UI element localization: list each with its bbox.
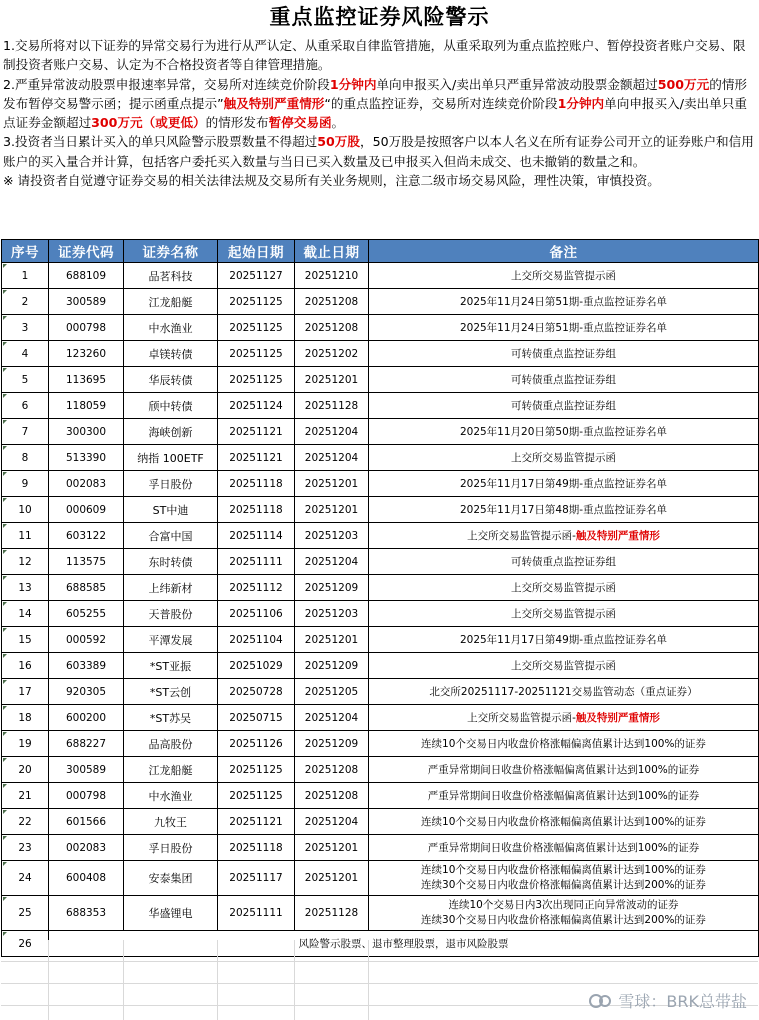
cell-name: 颀中转债: [124, 393, 218, 419]
cell-seq: 14: [2, 601, 49, 627]
remark-highlight: 触及特别严重情形: [575, 530, 660, 542]
cell-end-date: 20251201: [295, 861, 369, 896]
cell-remark: [369, 653, 759, 679]
remark-text: 2025年11月24日第51期-重点监控证券名单: [459, 322, 668, 334]
cell-remark: [369, 263, 759, 289]
cell-start-date: 20251127: [218, 263, 295, 289]
cell-seq: 25: [2, 896, 49, 931]
cell-name: 天普股份: [124, 601, 218, 627]
remark-text: 2025年11月17日第49期-重点监控证券名单: [459, 478, 668, 490]
cell-code: 123260: [49, 341, 124, 367]
cell-end-date: 20251205: [295, 679, 369, 705]
cell-remark: [369, 601, 759, 627]
cell-start-date: 20251111: [218, 896, 295, 931]
cell-remark: [369, 705, 759, 731]
cell-end-date: 20251201: [295, 835, 369, 861]
cell-name: 东时转债: [124, 549, 218, 575]
cell-end-date: 20251209: [295, 731, 369, 757]
cell-remark: [369, 549, 759, 575]
cell-name: 九牧王: [124, 809, 218, 835]
cell-end-date: 20251203: [295, 523, 369, 549]
cell-start-date: 20251121: [218, 445, 295, 471]
cell-code: 601566: [49, 809, 124, 835]
cell-code: 688585: [49, 575, 124, 601]
cell-name: 华盛锂电: [124, 896, 218, 931]
cell-code: 300300: [49, 419, 124, 445]
remark-text: 上交所交易监管提示函-: [467, 530, 576, 542]
cell-end-date: 20251208: [295, 289, 369, 315]
cell-remark: [369, 809, 759, 835]
table-row: [2, 835, 759, 861]
cell-seq: 10: [2, 497, 49, 523]
table-row: [2, 679, 759, 705]
header-seq: 序号: [2, 240, 49, 263]
cell-end-date: 20251201: [295, 471, 369, 497]
cell-end-date: 20251208: [295, 783, 369, 809]
cell-start-date: 20251125: [218, 289, 295, 315]
cell-end-date: 20251202: [295, 341, 369, 367]
table-row: [2, 471, 759, 497]
cell-code: 688227: [49, 731, 124, 757]
remark-text: 上交所交易监管提示函: [511, 452, 616, 464]
cell-start-date: 20251126: [218, 731, 295, 757]
remark-text: 连续10个交易日内收盘价格涨幅偏离值累计达到100%的证券: [421, 864, 706, 876]
remark-text: 2025年11月17日第49期-重点监控证券名单: [459, 634, 668, 646]
header-end-date: 截止日期: [295, 240, 369, 263]
note-paragraph-4: ※ 请投资者自觉遵守证券交易的相关法律法规及交易所有关业务规则，注意二级市场交易风险，理性决策，审慎投资。: [3, 173, 660, 189]
cell-seq: 23: [2, 835, 49, 861]
cell-seq: 15: [2, 627, 49, 653]
cell-seq: 16: [2, 653, 49, 679]
cell-remark: [369, 896, 759, 931]
cell-seq: 20: [2, 757, 49, 783]
cell-start-date: 20251121: [218, 419, 295, 445]
cell-seq: 3: [2, 315, 49, 341]
cell-code: 603122: [49, 523, 124, 549]
remark-text: 连续10个交易日内收盘价格涨幅偏离值累计达到100%的证券: [421, 738, 706, 750]
remark-text-line2: 连续30个交易日内收盘价格涨幅偏离值累计达到200%的证券: [421, 914, 706, 926]
cell-start-date: 20251124: [218, 393, 295, 419]
remark-text: 2025年11月24日第51期-重点监控证券名单: [459, 296, 668, 308]
remark-text: 可转债重点监控证券组: [511, 348, 616, 360]
header-start-date: 起始日期: [218, 240, 295, 263]
cell-seq: 5: [2, 367, 49, 393]
cell-name: *ST云创: [124, 679, 218, 705]
cell-name: 江龙船艇: [124, 289, 218, 315]
cell-end-date: 20251128: [295, 896, 369, 931]
note-paragraph-1: 1.交易所将对以下证券的异常交易行为进行从严认定、从重采取自律监管措施，从重采取列为重点监控账户、暂停投资者账户交易、限制投资者账户交易、认定为不合格投资者等自律管理措施。: [3, 38, 746, 73]
cell-remark: [369, 497, 759, 523]
cell-start-date: 20251118: [218, 835, 295, 861]
cell-name: 江龙船艇: [124, 757, 218, 783]
cell-end-date: 20251203: [295, 601, 369, 627]
cell-code: 118059: [49, 393, 124, 419]
table-row: [2, 367, 759, 393]
cell-end-date: 20251204: [295, 445, 369, 471]
table-row: [2, 783, 759, 809]
cell-name: 中水渔业: [124, 783, 218, 809]
header-remark: 备注: [369, 240, 759, 263]
table-row: [2, 705, 759, 731]
table-row: [2, 653, 759, 679]
remark-text: 上交所交易监管提示函: [511, 582, 616, 594]
cell-seq: 26: [2, 931, 49, 957]
remark-text: 上交所交易监管提示函: [511, 270, 616, 282]
cell-seq: 22: [2, 809, 49, 835]
cell-end-date: 20251128: [295, 393, 369, 419]
cell-seq: 9: [2, 471, 49, 497]
cell-code: 000609: [49, 497, 124, 523]
cell-remark: [369, 575, 759, 601]
cell-remark: [369, 289, 759, 315]
cell-seq: 24: [2, 861, 49, 896]
remark-text: 北交所20251117-20251121交易监管动态（重点证券）: [429, 686, 698, 698]
cell-code: 300589: [49, 757, 124, 783]
remark-text: 可转债重点监控证券组: [511, 374, 616, 386]
cell-remark: [369, 835, 759, 861]
cell-remark: [369, 731, 759, 757]
cell-remark: [369, 341, 759, 367]
cell-end-date: 20251201: [295, 627, 369, 653]
table-row: [2, 523, 759, 549]
cell-name: 卓镁转债: [124, 341, 218, 367]
cell-start-date: 20251118: [218, 471, 295, 497]
cell-start-date: 20251106: [218, 601, 295, 627]
cell-seq: 2: [2, 289, 49, 315]
cell-remark: [369, 367, 759, 393]
cell-code: 600408: [49, 861, 124, 896]
remark-text: 严重异常期间日收盘价格涨幅偏离值累计达到100%的证券: [427, 764, 700, 776]
table-row: [2, 896, 759, 931]
table-row: [2, 393, 759, 419]
table-body: [2, 263, 759, 957]
cell-name: 纳指 100ETF: [124, 445, 218, 471]
table-row: [2, 497, 759, 523]
cell-code: 000798: [49, 315, 124, 341]
cell-name: 上纬新材: [124, 575, 218, 601]
cell-remark: [369, 861, 759, 896]
cell-name: 孚日股份: [124, 471, 218, 497]
cell-name: 合富中国: [124, 523, 218, 549]
snowball-icon: [588, 991, 612, 1011]
cell-start-date: 20251125: [218, 783, 295, 809]
cell-name: 安泰集团: [124, 861, 218, 896]
cell-name: *ST亚振: [124, 653, 218, 679]
cell-name: 品茗科技: [124, 263, 218, 289]
cell-seq: 8: [2, 445, 49, 471]
cell-start-date: 20251125: [218, 367, 295, 393]
table-row: [2, 601, 759, 627]
cell-seq: 17: [2, 679, 49, 705]
cell-start-date: 20251104: [218, 627, 295, 653]
cell-seq: 11: [2, 523, 49, 549]
cell-remark: [369, 315, 759, 341]
cell-start-date: 20251125: [218, 315, 295, 341]
cell-end-date: 20251204: [295, 705, 369, 731]
cell-seq: 1: [2, 263, 49, 289]
remark-text: 可转债重点监控证券组: [511, 400, 616, 412]
cell-start-date: 20251117: [218, 861, 295, 896]
cell-name: 海峡创新: [124, 419, 218, 445]
header-code: 证券代码: [49, 240, 124, 263]
remark-text: 可转债重点监控证券组: [511, 556, 616, 568]
cell-code: 113695: [49, 367, 124, 393]
cell-code: 513390: [49, 445, 124, 471]
cell-name: *ST苏吴: [124, 705, 218, 731]
note-paragraph-3: 3.投资者当日累计买入的单只风险警示股票数量不得超过50万股，50万股是按照客户以本人名义在所有证券公司开立的证券账户和信用账户的买入量合并计算，包括客户委托买入数量与当日已买入数量及已申报买入但尚未成交、也未撤销的数量之和。: [3, 134, 754, 169]
table-row: [2, 341, 759, 367]
cell-end-date: 20251204: [295, 419, 369, 445]
table-header-row: [2, 240, 759, 263]
cell-name: 中水渔业: [124, 315, 218, 341]
cell-name: ST中迪: [124, 497, 218, 523]
cell-remark: [369, 471, 759, 497]
cell-end-date: 20251209: [295, 653, 369, 679]
table-row: [2, 627, 759, 653]
cell-code: 000798: [49, 783, 124, 809]
cell-end-date: 20251201: [295, 367, 369, 393]
table-row: [2, 861, 759, 896]
cell-seq: 21: [2, 783, 49, 809]
cell-name: 孚日股份: [124, 835, 218, 861]
cell-start-date: 20250715: [218, 705, 295, 731]
remark-text: 上交所交易监管提示函-: [467, 712, 576, 724]
monitor-table: [1, 239, 759, 957]
cell-end-date: 20251201: [295, 497, 369, 523]
cell-code: 002083: [49, 835, 124, 861]
remark-text: 上交所交易监管提示函: [511, 608, 616, 620]
table-row: [2, 445, 759, 471]
cell-end-date: 20251204: [295, 549, 369, 575]
cell-remark: [369, 419, 759, 445]
cell-seq: 4: [2, 341, 49, 367]
remark-text: 上交所交易监管提示函: [511, 660, 616, 672]
table-row: [2, 315, 759, 341]
table-row: [2, 419, 759, 445]
table-row: [2, 289, 759, 315]
cell-start-date: 20251112: [218, 575, 295, 601]
cell-code: 603389: [49, 653, 124, 679]
cell-code: 605255: [49, 601, 124, 627]
cell-code: 113575: [49, 549, 124, 575]
cell-seq: 6: [2, 393, 49, 419]
cell-start-date: 20251121: [218, 809, 295, 835]
remark-highlight: 触及特别严重情形: [575, 712, 660, 724]
cell-remark: [369, 627, 759, 653]
cell-seq: 19: [2, 731, 49, 757]
table-row: [2, 263, 759, 289]
header-name: 证券名称: [124, 240, 218, 263]
cell-seq: 12: [2, 549, 49, 575]
table-row: [2, 575, 759, 601]
watermark-text: 雪球：BRK总带盐: [618, 992, 747, 1011]
cell-start-date: 20251114: [218, 523, 295, 549]
table-row: [2, 549, 759, 575]
remark-text: 严重异常期间日收盘价格涨幅偏离值累计达到100%的证券: [427, 790, 700, 802]
cell-name: 品高股份: [124, 731, 218, 757]
remark-text-line2: 连续30个交易日内收盘价格涨幅偏离值累计达到200%的证券: [421, 879, 706, 891]
cell-code: 600200: [49, 705, 124, 731]
cell-start-date: 20251125: [218, 341, 295, 367]
remark-text: 严重异常期间日收盘价格涨幅偏离值累计达到100%的证券: [427, 842, 700, 854]
cell-start-date: 20251029: [218, 653, 295, 679]
cell-merged-remark: 风险警示股票、退市整理股票，退市风险股票: [49, 931, 759, 957]
note-paragraph-2: 2.严重异常波动股票申报速率异常，交易所对连续竞价阶段1分钟内单向申报买入/卖出单只严重异常波动股票金额超过500万元的情形发布暂停交易警示函；提示函重点提示”触及特别严重情形“的重点监控证券，交易所对连续竞价阶段1分钟内单向申报买入/卖出单只重点证券金额超过300万元（或更低）的情形发布暂停交易函。: [3, 76, 747, 131]
cell-name: 华辰转债: [124, 367, 218, 393]
cell-end-date: 20251210: [295, 263, 369, 289]
remark-text: 2025年11月20日第50期-重点监控证券名单: [459, 426, 668, 438]
cell-code: 920305: [49, 679, 124, 705]
table-row: [2, 757, 759, 783]
cell-start-date: 20251125: [218, 757, 295, 783]
cell-remark: [369, 757, 759, 783]
cell-start-date: 20250728: [218, 679, 295, 705]
cell-end-date: 20251204: [295, 809, 369, 835]
remark-text: 2025年11月17日第48期-重点监控证券名单: [459, 504, 668, 516]
cell-code: 300589: [49, 289, 124, 315]
notes-block: [3, 36, 755, 190]
cell-remark: [369, 393, 759, 419]
cell-code: 002083: [49, 471, 124, 497]
cell-seq: 13: [2, 575, 49, 601]
remark-text: 连续10个交易日内3次出现同正向异常波动的证券: [448, 899, 679, 911]
cell-seq: 18: [2, 705, 49, 731]
page-title: 重点监控证券风险警示: [269, 4, 490, 29]
table-row: [2, 731, 759, 757]
cell-code: 688109: [49, 263, 124, 289]
cell-remark: [369, 783, 759, 809]
cell-code: 688353: [49, 896, 124, 931]
remark-text: 连续10个交易日内收盘价格涨幅偏离值累计达到100%的证券: [421, 816, 706, 828]
watermark: [588, 989, 747, 1012]
cell-seq: 7: [2, 419, 49, 445]
cell-code: 000592: [49, 627, 124, 653]
cell-remark: [369, 523, 759, 549]
cell-start-date: 20251118: [218, 497, 295, 523]
cell-name: 平潭发展: [124, 627, 218, 653]
cell-end-date: 20251208: [295, 757, 369, 783]
cell-remark: [369, 679, 759, 705]
cell-start-date: 20251111: [218, 549, 295, 575]
cell-end-date: 20251209: [295, 575, 369, 601]
table-row: [2, 809, 759, 835]
cell-end-date: 20251208: [295, 315, 369, 341]
cell-remark: [369, 445, 759, 471]
